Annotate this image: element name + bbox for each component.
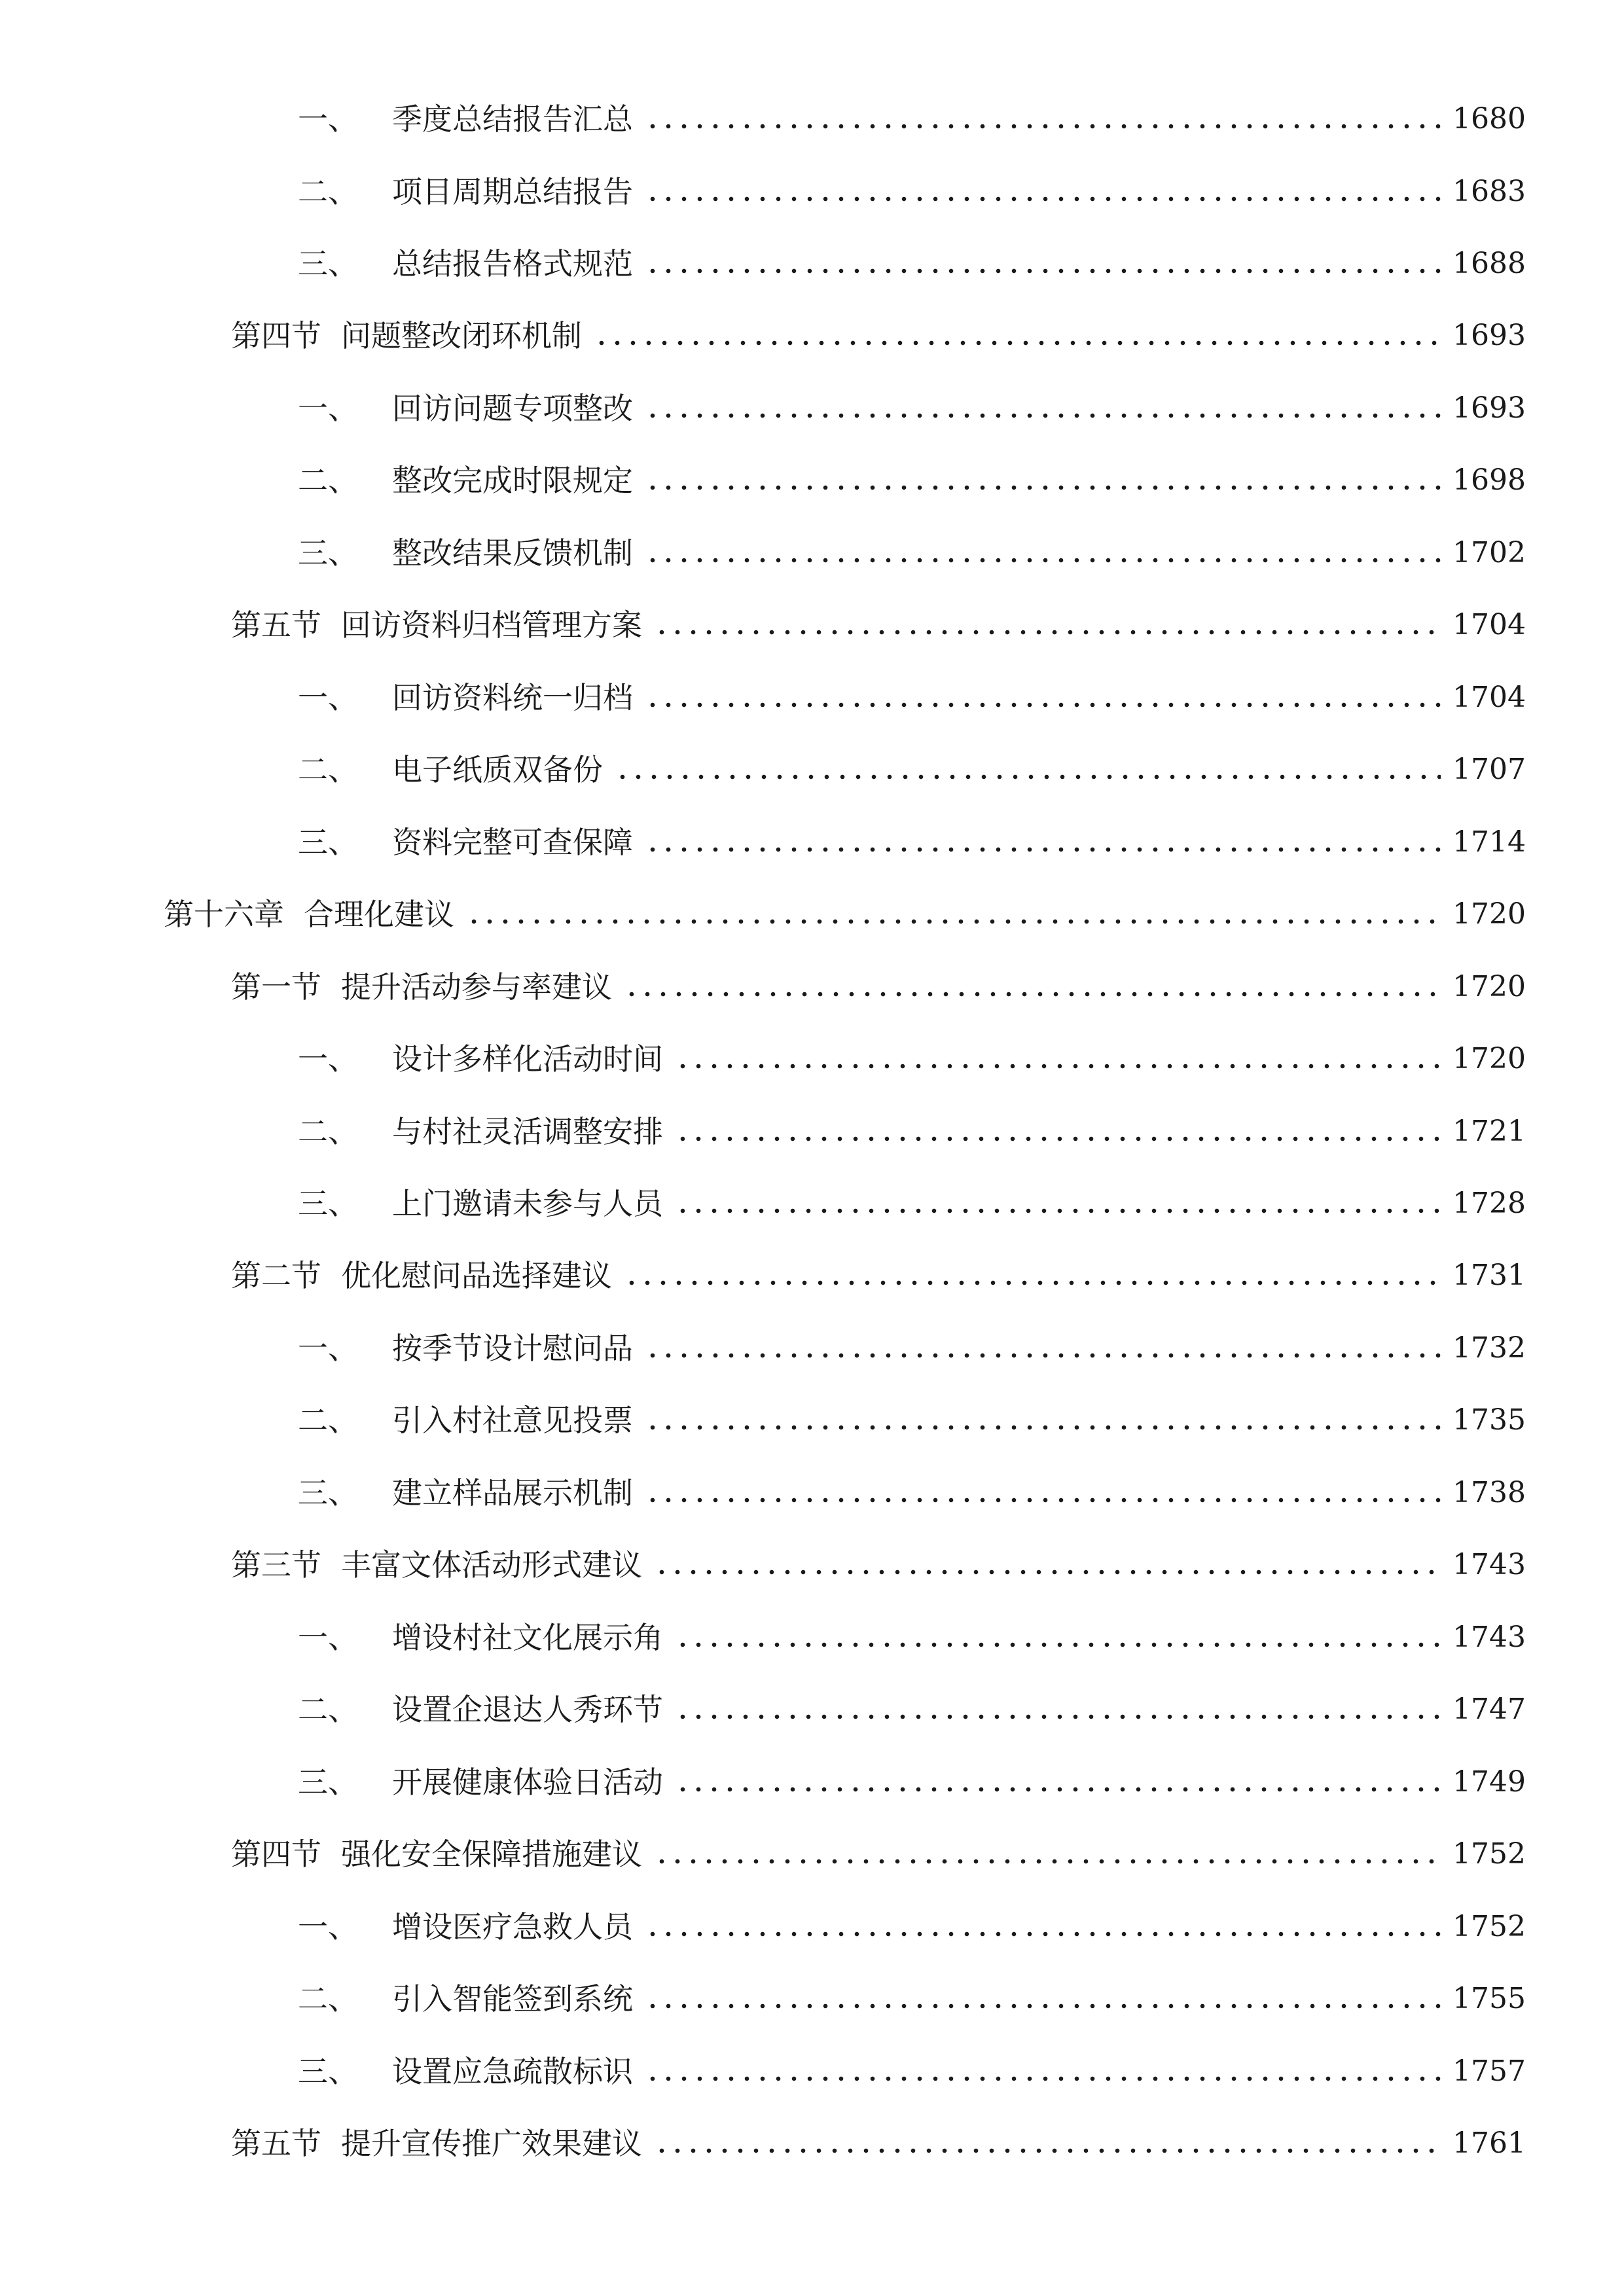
toc-entry-title: 设置企退达人秀环节 xyxy=(392,1692,663,1727)
toc-entry[interactable] xyxy=(298,675,1526,721)
toc-entry-number: 二、 xyxy=(298,752,358,787)
toc-entry[interactable] xyxy=(231,313,1526,359)
dot-leader xyxy=(654,1857,1441,1865)
toc-entry-page: 1702 xyxy=(1453,536,1526,569)
dot-leader xyxy=(645,1496,1441,1504)
toc-entry[interactable] xyxy=(231,1831,1526,1877)
toc-entry-number: 一、 xyxy=(298,391,358,426)
toc-entry-title: 丰富文体活动形式建议 xyxy=(341,1547,642,1583)
dot-leader xyxy=(675,1713,1441,1721)
toc-entry-title: 回访资料统一归档 xyxy=(392,680,633,715)
toc-entry-number: 三、 xyxy=(298,246,358,281)
toc-entry-page: 1707 xyxy=(1453,753,1526,786)
toc-entry-number: 三、 xyxy=(298,1765,358,1800)
dot-leader xyxy=(594,339,1441,347)
dot-leader xyxy=(654,1568,1441,1576)
toc-entry-title: 引入智能签到系统 xyxy=(392,1981,633,2017)
toc-entry-page: 1704 xyxy=(1453,681,1526,714)
toc-entry-number: 一、 xyxy=(298,1909,358,1945)
toc-entry[interactable] xyxy=(298,457,1526,503)
toc-entry-number: 二、 xyxy=(298,463,358,498)
toc-entry-page: 1720 xyxy=(1453,970,1526,1003)
toc-entry-title: 电子纸质双备份 xyxy=(392,752,603,787)
toc-entry-number: 第三节 xyxy=(231,1547,321,1583)
dot-leader xyxy=(654,628,1441,636)
toc-entry[interactable] xyxy=(298,819,1526,865)
toc-entry-page: 1693 xyxy=(1453,391,1526,425)
toc-entry-page: 1680 xyxy=(1453,102,1526,135)
toc-entry-page: 1688 xyxy=(1453,247,1526,280)
toc-entry-number: 三、 xyxy=(298,1475,358,1511)
toc-entry-number: 第四节 xyxy=(231,1837,321,1872)
toc-entry[interactable] xyxy=(231,602,1526,648)
toc-entry[interactable] xyxy=(231,964,1526,1010)
dot-leader xyxy=(645,846,1441,853)
dot-leader xyxy=(466,918,1441,925)
toc-entry[interactable] xyxy=(298,1615,1526,1660)
dot-leader xyxy=(645,1352,1441,1359)
toc-entry-number: 第十六章 xyxy=(164,897,284,932)
toc-entry-number: 二、 xyxy=(298,1692,358,1727)
toc-entry[interactable] xyxy=(298,386,1526,431)
toc-entry-number: 一、 xyxy=(298,101,358,137)
toc-entry-title: 回访问题专项整改 xyxy=(392,391,633,426)
toc-entry-page: 1714 xyxy=(1453,825,1526,859)
toc-entry-number: 一、 xyxy=(298,1620,358,1655)
toc-entry-page: 1761 xyxy=(1453,2126,1526,2160)
toc-entry[interactable] xyxy=(231,1542,1526,1588)
toc-entry-title: 季度总结报告汇总 xyxy=(392,101,633,137)
toc-entry[interactable] xyxy=(298,1470,1526,1516)
toc-entry-title: 回访资料归档管理方案 xyxy=(341,607,642,643)
toc-entry-title: 总结报告格式规范 xyxy=(392,246,633,281)
toc-entry-title: 按季节设计慰问品 xyxy=(392,1331,633,1366)
toc-entry[interactable] xyxy=(298,1325,1526,1371)
toc-entry[interactable] xyxy=(298,169,1526,215)
toc-entry-page: 1728 xyxy=(1453,1187,1526,1220)
toc-entry-number: 二、 xyxy=(298,1114,358,1149)
dot-leader xyxy=(645,1930,1441,1938)
toc-entry-number: 三、 xyxy=(298,825,358,860)
toc-entry[interactable] xyxy=(298,2049,1526,2094)
toc-entry-title: 提升活动参与率建议 xyxy=(341,969,612,1005)
toc-entry-title: 优化慰问品选择建议 xyxy=(341,1258,612,1293)
toc-entry-number: 一、 xyxy=(298,680,358,715)
toc-entry[interactable] xyxy=(298,241,1526,287)
toc-entry-title: 问题整改闭环机制 xyxy=(341,318,582,353)
toc-entry-title: 强化安全保障措施建议 xyxy=(341,1837,642,1872)
toc-entry-title: 建立样品展示机制 xyxy=(392,1475,633,1511)
dot-leader xyxy=(645,701,1441,709)
toc-entry-page: 1743 xyxy=(1453,1621,1526,1654)
toc-entry-page: 1743 xyxy=(1453,1548,1526,1581)
toc-entry-number: 一、 xyxy=(298,1041,358,1077)
toc-entry[interactable] xyxy=(298,747,1526,793)
toc-entry-number: 第五节 xyxy=(231,2126,321,2161)
dot-leader xyxy=(645,484,1441,492)
toc-entry-page: 1752 xyxy=(1453,1837,1526,1871)
toc-entry-number: 二、 xyxy=(298,1981,358,2017)
dot-leader xyxy=(675,1062,1441,1070)
toc-entry-page: 1735 xyxy=(1453,1403,1526,1437)
toc-entry-page: 1752 xyxy=(1453,1910,1526,1943)
dot-leader xyxy=(645,1424,1441,1431)
toc-entry-page: 1683 xyxy=(1453,175,1526,208)
dot-leader xyxy=(675,1135,1441,1143)
toc-entry-title: 整改完成时限规定 xyxy=(392,463,633,498)
toc-entry[interactable] xyxy=(298,1109,1526,1155)
toc-entry-title: 设计多样化活动时间 xyxy=(392,1041,663,1077)
toc-entry-number: 一、 xyxy=(298,1331,358,1366)
toc-entry[interactable] xyxy=(164,891,1526,937)
dot-leader xyxy=(615,773,1441,781)
toc-entry[interactable] xyxy=(298,1687,1526,1732)
toc-entry[interactable] xyxy=(231,2121,1526,2166)
dot-leader xyxy=(645,2075,1441,2083)
toc-entry-title: 上门邀请未参与人员 xyxy=(392,1186,663,1221)
toc-entry-number: 第五节 xyxy=(231,607,321,643)
toc-entry-title: 合理化建议 xyxy=(304,897,454,932)
toc-entry-page: 1721 xyxy=(1453,1115,1526,1148)
toc-entry-number: 三、 xyxy=(298,1186,358,1221)
toc-entry-page: 1749 xyxy=(1453,1765,1526,1799)
toc-entry-title: 整改结果反馈机制 xyxy=(392,535,633,571)
dot-leader xyxy=(654,2147,1441,2155)
toc-entry-title: 资料完整可查保障 xyxy=(392,825,633,860)
toc-entry-title: 引入村社意见投票 xyxy=(392,1403,633,1438)
dot-leader xyxy=(624,1279,1441,1287)
toc-entry[interactable] xyxy=(298,1904,1526,1950)
toc-entry[interactable] xyxy=(298,1976,1526,2022)
toc-entry-page: 1732 xyxy=(1453,1331,1526,1365)
dot-leader xyxy=(645,412,1441,420)
toc-entry-number: 二、 xyxy=(298,1403,358,1438)
toc-entry[interactable] xyxy=(298,1759,1526,1805)
toc-entry[interactable] xyxy=(298,96,1526,142)
toc-entry-title: 增设村社文化展示角 xyxy=(392,1620,663,1655)
toc-entry[interactable] xyxy=(298,530,1526,576)
toc-entry-title: 增设医疗急救人员 xyxy=(392,1909,633,1945)
toc-entry[interactable] xyxy=(298,1181,1526,1227)
toc-entry[interactable] xyxy=(231,1253,1526,1299)
dot-leader xyxy=(645,195,1441,203)
toc-entry-number: 第四节 xyxy=(231,318,321,353)
toc-entry-number: 三、 xyxy=(298,2054,358,2089)
toc-entry-page: 1693 xyxy=(1453,319,1526,352)
dot-leader xyxy=(645,122,1441,130)
dot-leader xyxy=(645,556,1441,564)
dot-leader xyxy=(675,1785,1441,1793)
toc-entry-number: 第一节 xyxy=(231,969,321,1005)
toc-entry[interactable] xyxy=(298,1036,1526,1082)
toc-entry-number: 第二节 xyxy=(231,1258,321,1293)
toc-entry-page: 1755 xyxy=(1453,1982,1526,2015)
toc-entry-page: 1757 xyxy=(1453,2054,1526,2088)
toc-entry-title: 与村社灵活调整安排 xyxy=(392,1114,663,1149)
toc-entry[interactable] xyxy=(298,1397,1526,1443)
toc-entry-page: 1720 xyxy=(1453,897,1526,931)
toc-entry-number: 二、 xyxy=(298,174,358,209)
dot-leader xyxy=(645,267,1441,275)
toc-entry-page: 1704 xyxy=(1453,608,1526,641)
dot-leader xyxy=(645,2002,1441,2010)
dot-leader xyxy=(675,1207,1441,1215)
toc-entry-page: 1738 xyxy=(1453,1476,1526,1509)
dot-leader xyxy=(624,990,1441,998)
toc-entry-page: 1731 xyxy=(1453,1259,1526,1292)
toc-entry-title: 开展健康体验日活动 xyxy=(392,1765,663,1800)
dot-leader xyxy=(675,1641,1441,1649)
toc-entry-page: 1747 xyxy=(1453,1693,1526,1726)
toc-entry-page: 1698 xyxy=(1453,463,1526,497)
toc-entry-title: 项目周期总结报告 xyxy=(392,174,633,209)
toc-entry-page: 1720 xyxy=(1453,1042,1526,1075)
toc-entry-number: 三、 xyxy=(298,535,358,571)
toc-entry-title: 提升宣传推广效果建议 xyxy=(341,2126,642,2161)
toc-entry-title: 设置应急疏散标识 xyxy=(392,2054,633,2089)
